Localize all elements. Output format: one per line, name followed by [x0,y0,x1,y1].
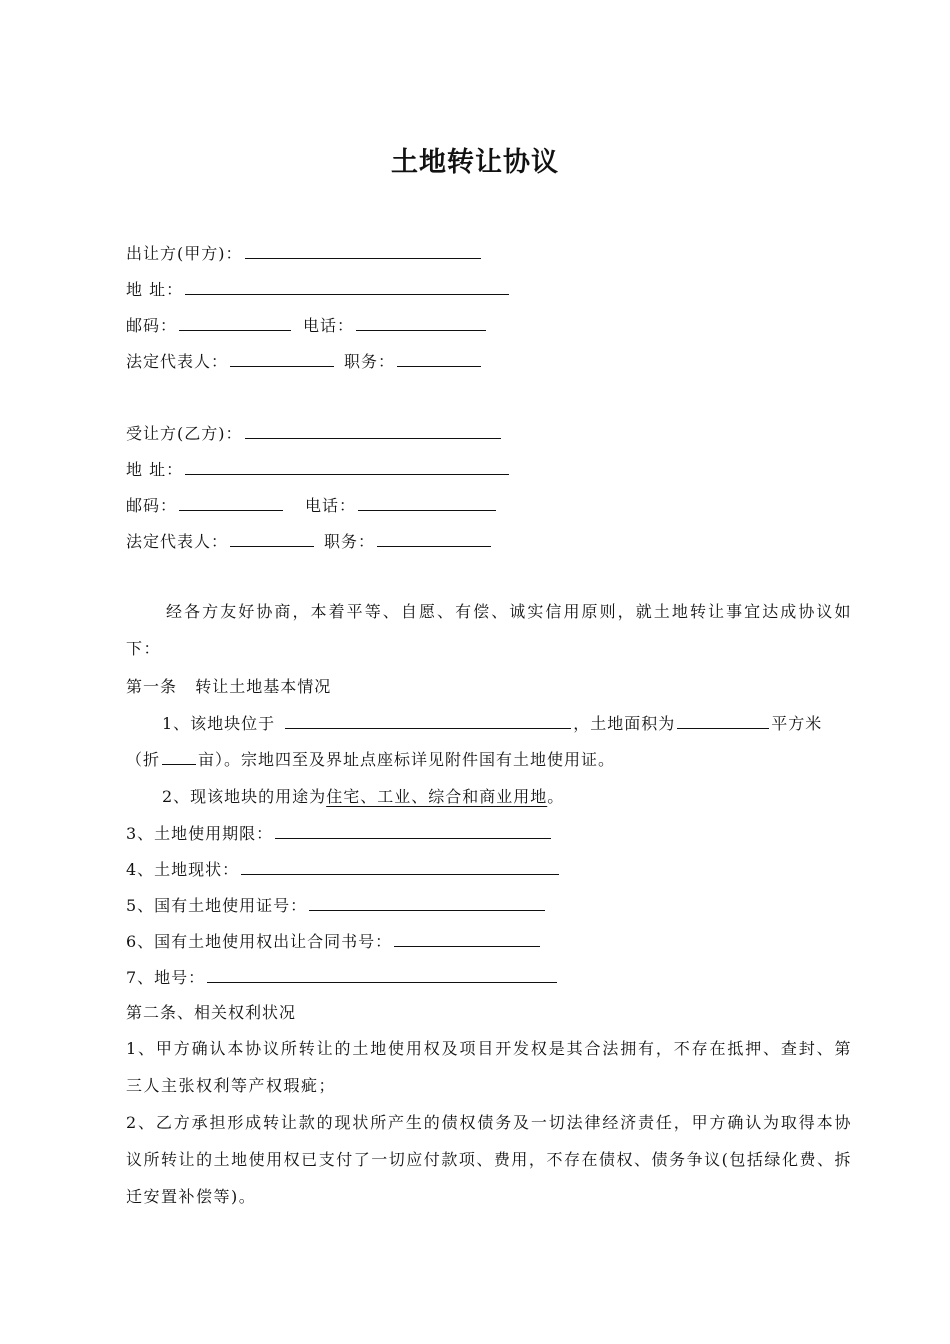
article1-item2-end: 。 [547,787,565,806]
party-a-postcode-label: 邮码： [126,316,178,335]
party-b-position-field[interactable] [377,530,491,547]
land-certificate-field[interactable] [309,894,545,911]
article1-item3 [126,822,553,845]
article1-item5 [126,894,547,917]
party-b-rep-line [126,530,493,553]
party-a-address-line [126,278,511,301]
land-mu-field[interactable] [162,748,196,765]
party-a-rep-line [126,350,483,373]
party-b-rep-field[interactable] [230,530,314,547]
article1-item6-label: 6、国有土地使用权出让合同书号： [126,932,393,951]
party-b-name-line [126,422,503,445]
document-title: 土地转让协议 [391,147,559,178]
article2-item2: 2、乙方承担形成转让款的现状所产生的债权债务及一切法律经济责任，甲方确认为取得本协议所转让的土地使用权已支付了一切应付款项、费用，不存在债权、债务争议(包括绿化费、拆迁安置补偿等)。 [126,1113,852,1206]
land-lot-no-field[interactable] [207,966,557,983]
article1-item5-label: 5、国有土地使用证号： [126,896,308,915]
land-usage-value: 住宅、工业、综合和商业用地 [326,787,548,806]
party-b-rep-label: 法定代表人： [126,532,229,551]
party-a-name-line [126,242,483,265]
article1-item7 [126,966,559,989]
article2-item1: 1、甲方确认本协议所转让的土地使用权及项目开发权是其合法拥有，不存在抵押、查封、第三人主张权利等产权瑕疵； [126,1039,852,1095]
party-b-phone-field[interactable] [358,494,496,511]
land-term-field[interactable] [275,822,551,839]
party-b-name-field[interactable] [245,422,501,439]
party-b-address-field[interactable] [185,458,509,475]
party-b-address-line [126,458,511,481]
party-a-position-field[interactable] [397,350,481,367]
article1-item1-line1 [162,712,822,735]
article1-item1-area-label: ，土地面积为 [573,714,676,733]
article1-heading: 第一条 转让土地基本情况 [126,677,332,696]
party-a-rep-field[interactable] [230,350,334,367]
article1-item2-label: 2、现该地块的用途为 [162,787,327,806]
party-b-name-label: 受让方(乙方)： [126,424,243,443]
intro-paragraph: 经各方友好协商，本着平等、自愿、有偿、诚实信用原则，就土地转让事宜达成协议如下： [126,602,852,658]
party-a-position-label: 职务： [344,352,396,371]
article1-item7-label: 7、地号： [126,968,206,987]
party-a-name-label: 出让方(甲方)： [126,244,243,263]
article1-item6 [126,930,542,953]
article1-item3-label: 3、土地使用期限： [126,824,274,843]
party-a-address-label: 地 址： [126,280,184,299]
article1-item1-line2 [126,748,615,771]
land-contract-no-field[interactable] [394,930,540,947]
article1-item4-label: 4、土地现状： [126,860,240,879]
article1-item4 [126,858,561,881]
party-a-address-field[interactable] [185,278,509,295]
article1-item2 [162,786,564,808]
article1-item1-sqm-unit: 平方米 [771,714,823,733]
party-a-rep-label: 法定代表人： [126,352,229,371]
party-a-name-field[interactable] [245,242,481,259]
article1-item1-location-label: 1、该地块位于 [162,714,276,733]
land-area-field[interactable] [677,712,769,729]
party-a-phone-field[interactable] [356,314,486,331]
land-status-field[interactable] [241,858,559,875]
article1-item1-mu-open: （折 [126,750,161,769]
article2-heading: 第二条、相关权利状况 [126,1003,297,1022]
party-a-contact-line [126,314,488,337]
party-b-postcode-label: 邮码： [126,496,178,515]
party-b-position-label: 职务： [324,532,376,551]
party-b-address-label: 地 址： [126,460,184,479]
land-location-field[interactable] [285,712,571,729]
party-b-postcode-field[interactable] [179,494,283,511]
party-a-postcode-field[interactable] [179,314,291,331]
party-b-phone-label: 电话： [305,496,357,515]
article1-item1-mu-rest: 亩）。宗地四至及界址点座标详见附件国有土地使用证。 [198,750,616,769]
party-a-phone-label: 电话： [303,316,355,335]
party-b-contact-line [126,494,498,517]
